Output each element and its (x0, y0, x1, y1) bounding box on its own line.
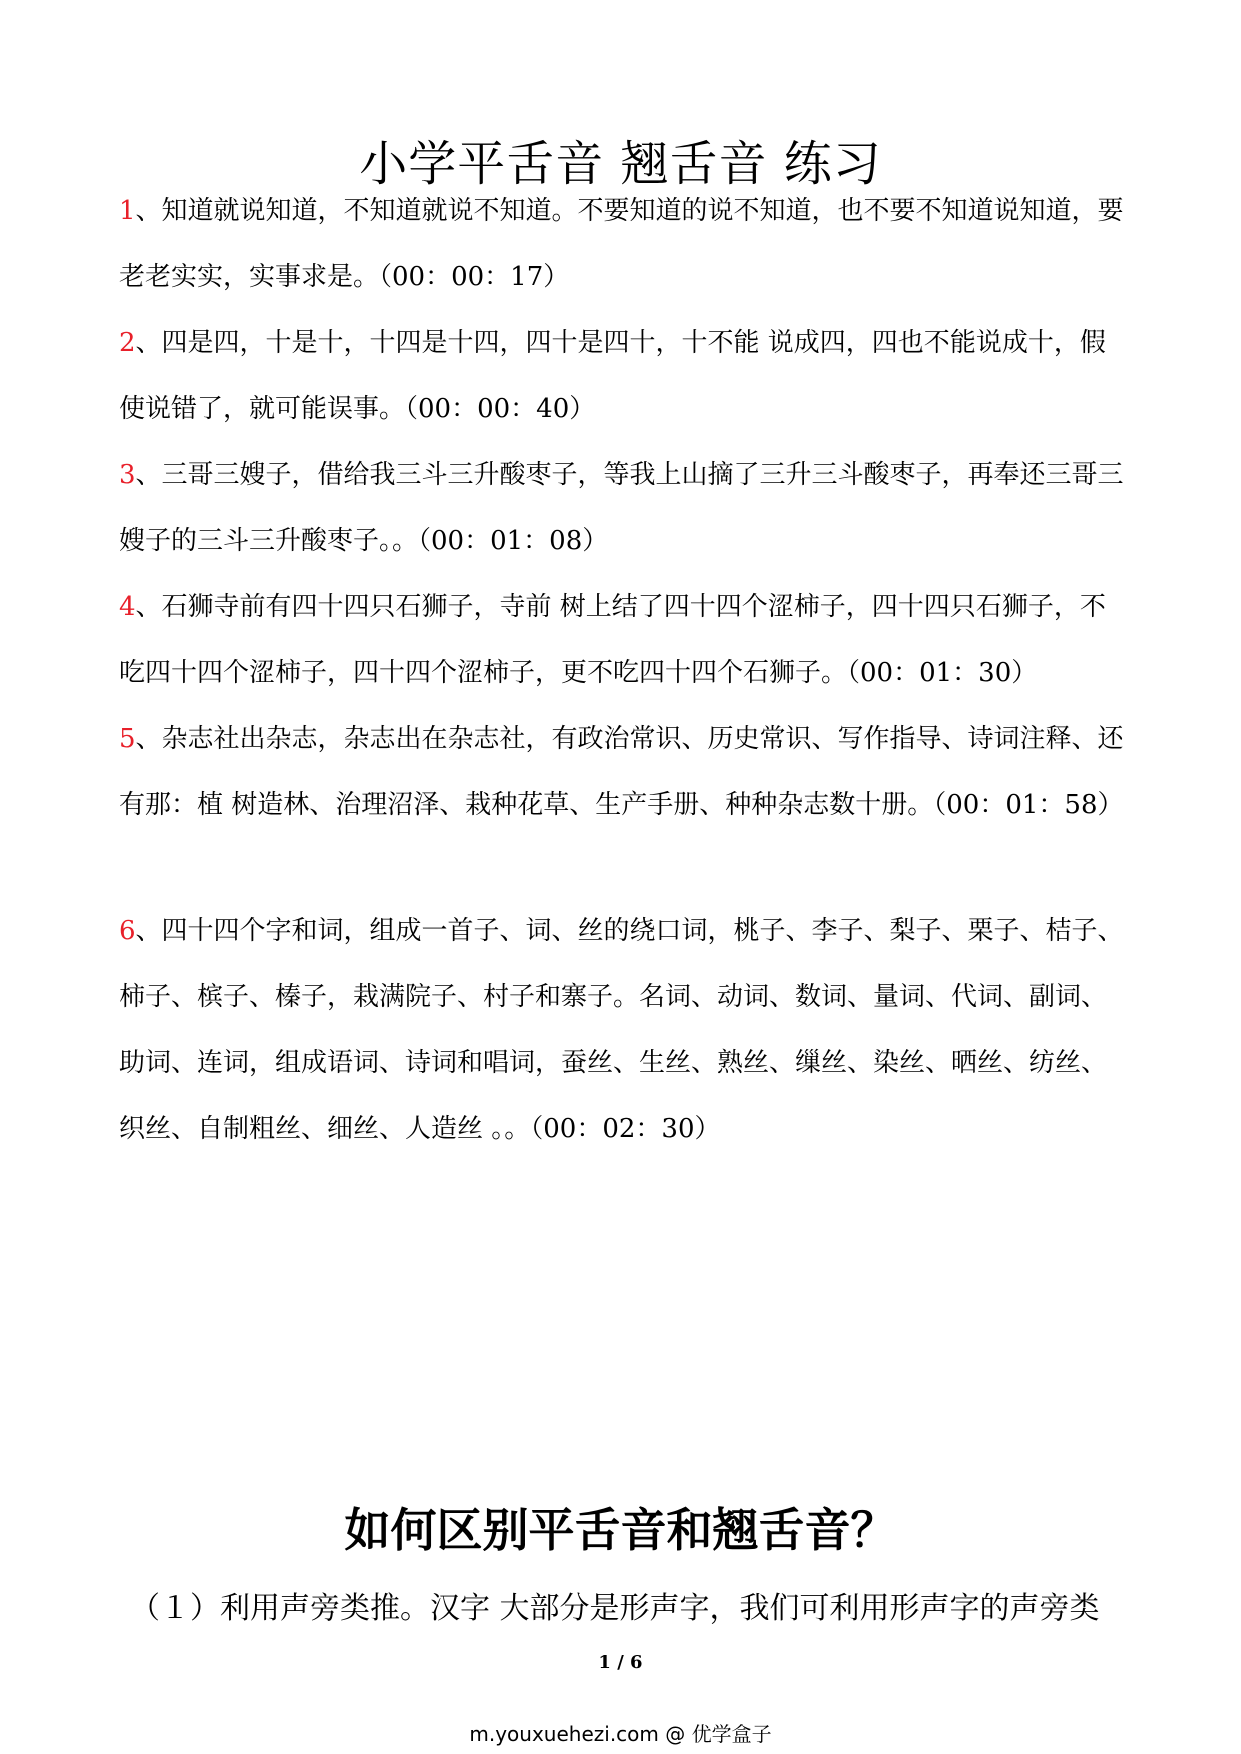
list-item (119, 310, 1129, 442)
footer-watermark: m.youxuehezi.com @ 优学盒子 (469, 1722, 772, 1746)
item-text: 、知道就说知道，不知道就说不知道。不要知道的说不知道，也不要不知道说知道，要老老实实，实事求是。（00：00：17） (119, 196, 1124, 292)
list-item (119, 178, 1129, 310)
list-item (119, 442, 1129, 574)
item-number: 5 (119, 724, 136, 754)
item-text: 、三哥三嫂子，借给我三斗三升酸枣子，等我上山摘了三升三斗酸枣子，再奉还三哥三嫂子的三斗三升酸枣子。。（00：01：08） (119, 460, 1124, 556)
item-number: 6 (119, 916, 136, 946)
list-item (119, 574, 1129, 706)
page-title: 小学平舌音 翘舌音 练习 (359, 136, 882, 192)
item-number: 4 (119, 592, 136, 622)
item-number: 1 (119, 196, 136, 226)
list-item (119, 706, 1129, 838)
item-text: 、石狮寺前有四十四只石狮子，寺前 树上结了四十四个涩柿子，四十四只石狮子，不吃四十四个涩柿子，四十四个涩柿子，更不吃四十四个石狮子。（00：01：30） (119, 592, 1106, 688)
item-text: 、杂志社出杂志，杂志出在杂志社，有政治常识、历史常识、写作指导、诗词注释、还有那：植 树造林、治理沼泽、栽种花草、生产手册、种种杂志数十册。（00：01：58） (119, 724, 1124, 820)
item-text: 、四是四，十是十，十四是十四，四十是四十，十不能 说成四，四也不能说成十，假使说错了，就可能误事。（00：00：40） (119, 328, 1106, 424)
page-number: 1 / 6 (598, 1652, 643, 1673)
list-item (119, 898, 1129, 1162)
item-number: 3 (119, 460, 136, 490)
item-number: 2 (119, 328, 136, 358)
section-heading: 如何区别平舌音和翘舌音？ (344, 1503, 897, 1557)
section-paragraph: （１）利用声旁类推。汉字 大部分是形声字，我们可利用形声字的声旁类 (130, 1591, 1100, 1626)
item-text: 、四十四个字和词，组成一首子、词、丝的绕口词，桃子、李子、梨子、栗子、桔子、柿子、槟子、榛子，栽满院子、村子和寨子。名词、动词、数词、量词、代词、副词、助词、连词，组成语词、诗词和唱词，蚕丝、生丝、熟丝、缫丝、染丝、晒丝、纺丝、织丝、自制粗丝、细丝、人造丝 。。（00：02：30） (119, 916, 1124, 1144)
